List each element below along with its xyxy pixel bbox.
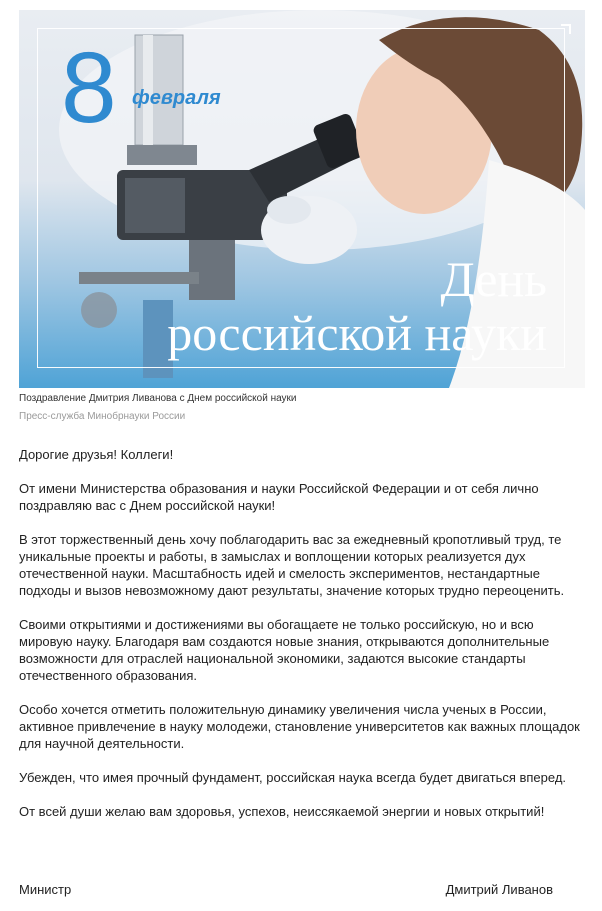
paragraph: Особо хочется отметить положительную динамику увеличения числа ученых в России, активное привлечение в науку молодежи, становление университетов как важных площадок для научной деятельности.	[19, 702, 580, 751]
expand-corner-icon	[561, 24, 571, 34]
paragraph: Своими открытиями и достижениями вы обогащаете не только российскую, но и всю мировую науку. Благодаря вам создаются новые знания, открываются дополнительные возможности для отраслей национальной экономики, задаются высокие стандарты отечественного образования.	[19, 617, 550, 683]
hero-date-day: 8	[61, 32, 117, 144]
hero-date-month: февраля	[132, 87, 221, 109]
paragraph: От имени Министерства образования и науки Российской Федерации и от себя лично поздравляю вас с Днем российской науки!	[19, 481, 539, 513]
paragraph: В этот торжественный день хочу поблагодарить вас за ежедневный кропотливый труд, те уникальные проекты и работы, в замыслах и воплощении которых реализуется дух отечественной науки. Масштабность идей и смелость экспериментов, нестандартные подходы и вызов невозможному дают результаты, значение которых трудно переоценить.	[19, 532, 565, 598]
hero-banner	[19, 10, 585, 388]
image-caption: Поздравление Дмитрия Ливанова с Днем российской науки	[19, 393, 297, 404]
hero-title-line-1: День	[440, 251, 547, 307]
paragraph: Убежден, что имея прочный фундамент, российская наука всегда будет двигаться вперед.	[19, 770, 567, 785]
signature-position: Министр	[19, 882, 72, 897]
article-body	[19, 446, 585, 837]
image-credit: Пресс-служба Минобрнауки России	[19, 411, 186, 422]
paragraph: От всей души желаю вам здоровья, успехов, неиссякаемой энергии и новых открытий!	[19, 804, 545, 819]
paragraph: Дорогие друзья! Коллеги!	[19, 447, 174, 462]
hero-title-line-2: российской науки	[167, 305, 547, 361]
signature-name: Дмитрий Ливанов	[445, 882, 553, 897]
